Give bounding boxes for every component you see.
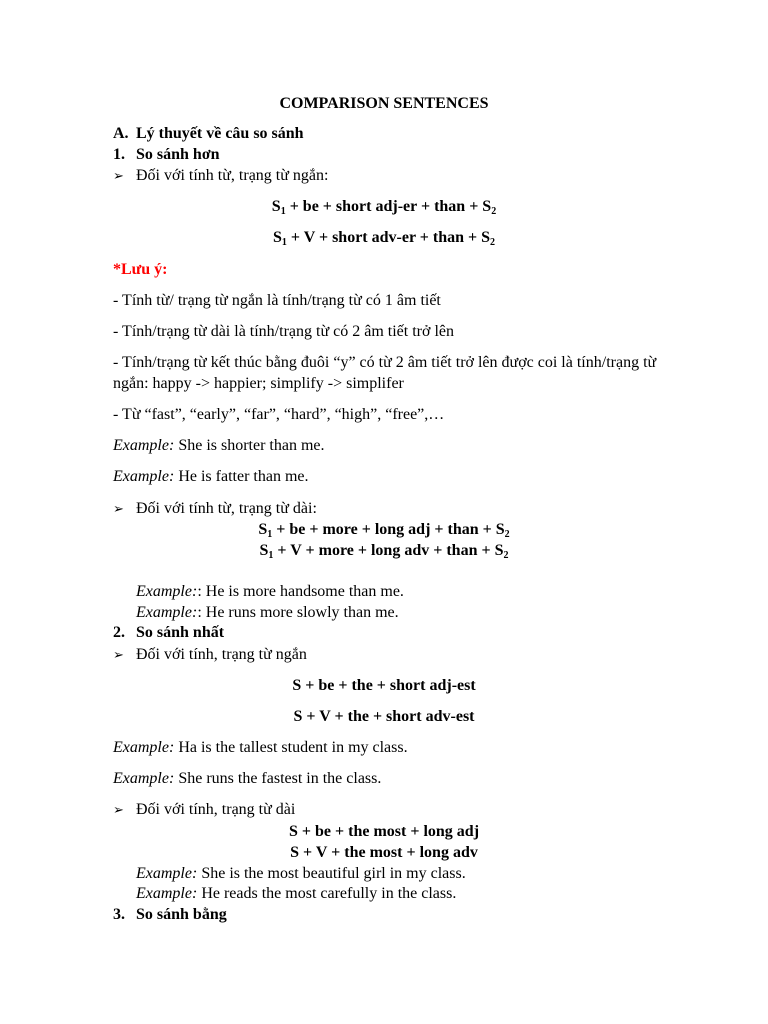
formula-1b: $S_1 + V$ + short adv-er + than + $S_2$ [272, 229, 496, 248]
example-6: Example: She runs the fastest in the class. [113, 770, 382, 787]
bullet-text: Đối với tính từ, trạng từ dài: [136, 500, 317, 517]
item-3-marker: 3. [113, 906, 125, 923]
note-3a: - Tính/trạng từ kết thúc bằng đuôi “y” có từ 2 âm tiết trở lên được coi là tính/trạng từ [113, 354, 657, 371]
formula-3a: S + be + the + short adj-est [292, 677, 476, 694]
example-5: Example: Ha is the tallest student in my class. [113, 739, 408, 756]
arrow-bullet-icon: ➢ [113, 647, 124, 662]
bullet-text: Đối với tính, trạng từ ngắn [136, 646, 307, 663]
formula-4b: S + V + the most + long adv [290, 844, 478, 861]
arrow-bullet-icon: ➢ [113, 802, 124, 817]
item-1-marker: 1. [113, 146, 125, 163]
arrow-bullet-icon: ➢ [113, 501, 124, 516]
formula-2a: $S_1$ + be + more + long adj + than + $S_2$ [258, 521, 510, 540]
item-3-title: So sánh bằng [136, 906, 227, 923]
bullet-text: Đối với tính, trạng từ dài [136, 801, 296, 818]
example-3: Example:: He is more handsome than me. [136, 583, 404, 600]
formula-3b: S + V + the + short adv-est [293, 708, 475, 725]
note-2: - Tính/trạng từ dài là tính/trạng từ có 2 âm tiết trở lên [113, 323, 454, 340]
example-2: Example: He is fatter than me. [113, 468, 309, 485]
example-4: Example:: He runs more slowly than me. [136, 604, 399, 621]
example-8: Example: He reads the most carefully in the class. [136, 885, 457, 902]
formula-4a: S + be + the most + long adj [288, 823, 480, 840]
arrow-bullet-icon: ➢ [113, 168, 124, 183]
note-1: - Tính từ/ trạng từ ngắn là tính/trạng từ có 1 âm tiết [113, 292, 441, 309]
item-2-marker: 2. [113, 624, 125, 641]
item-1-title: So sánh hơn [136, 146, 220, 163]
example-1: Example: She is shorter than me. [113, 437, 325, 454]
note-3b: ngắn: happy -> happier; simplify -> simplifer [113, 375, 404, 392]
note-4: - Từ “fast”, “early”, “far”, “hard”, “high”, “free”,… [113, 406, 445, 423]
section-a-title: Lý thuyết về câu so sánh [136, 125, 304, 142]
example-7: Example: She is the most beautiful girl in my class. [136, 865, 466, 882]
formula-1a: $S_1$ + be + short adj-er + than + $S_2$ [271, 198, 497, 217]
bullet-text: Đối với tính từ, trạng từ ngắn: [136, 167, 329, 184]
page-title: COMPARISON SENTENCES [279, 95, 489, 112]
formula-2b: $S_1 + V$ + more + long adv + than + $S_2$ [259, 542, 509, 561]
item-2-title: So sánh nhất [136, 624, 225, 641]
section-a-marker: A. [113, 125, 129, 142]
note-label: *Lưu ý: [113, 261, 168, 278]
